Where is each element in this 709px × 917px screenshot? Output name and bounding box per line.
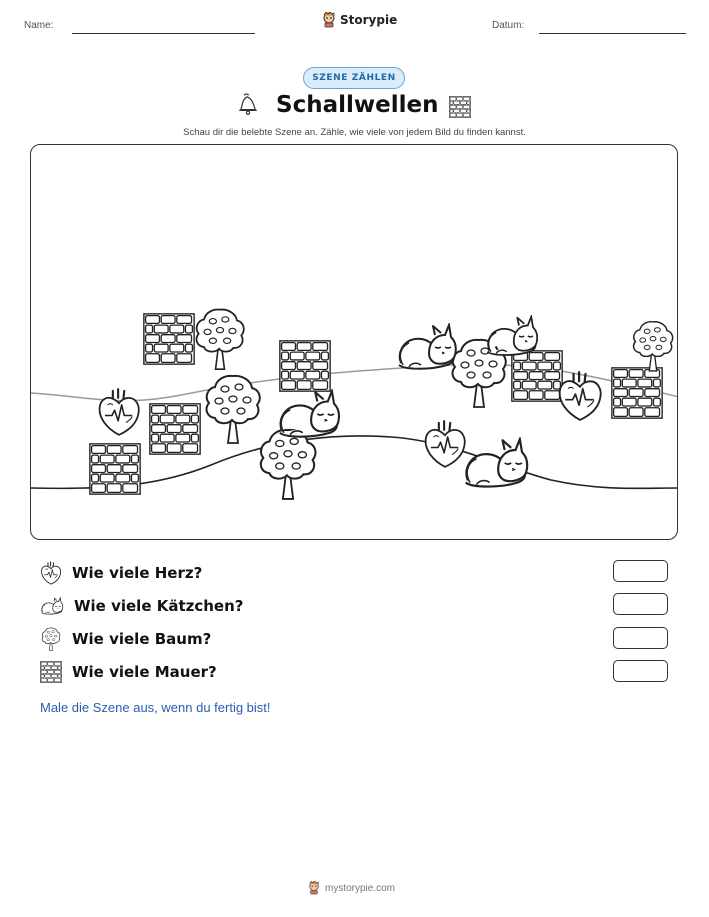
wall-5 bbox=[512, 351, 562, 401]
wall-4 bbox=[90, 444, 140, 494]
question-text: Wie viele Herz? bbox=[72, 564, 203, 582]
heart-icon bbox=[40, 561, 62, 585]
tree-3 bbox=[261, 430, 316, 499]
wall-1 bbox=[144, 314, 194, 364]
answer-box-heart[interactable] bbox=[613, 560, 668, 582]
question-row-kitten bbox=[40, 594, 243, 618]
activity-badge: SZENE ZÄHLEN bbox=[303, 67, 405, 89]
name-label: Name: bbox=[24, 20, 54, 31]
wall-icon bbox=[449, 96, 471, 118]
answer-box-kitten[interactable] bbox=[613, 593, 668, 615]
answer-box-wall[interactable] bbox=[613, 660, 668, 682]
brand-logo bbox=[322, 12, 397, 28]
footer bbox=[308, 881, 395, 895]
footer-url: mystorypie.com bbox=[325, 882, 396, 894]
answer-box-tree[interactable] bbox=[613, 627, 668, 649]
storypie-mascot-icon bbox=[322, 12, 336, 28]
question-text: Wie viele Mauer? bbox=[72, 663, 217, 681]
wall-3 bbox=[150, 404, 200, 454]
question-text: Wie viele Kätzchen? bbox=[74, 597, 244, 615]
cat-1 bbox=[399, 325, 456, 369]
brand-name: Storypie bbox=[340, 13, 398, 27]
heart-1 bbox=[100, 389, 139, 435]
instructions: Schau dir die belebte Szene an. Zähle, wie viele von jedem Bild du finden kannst. bbox=[183, 127, 526, 138]
wall-6 bbox=[612, 368, 662, 418]
storypie-mascot-icon bbox=[308, 881, 320, 895]
page-title: Schallwellen bbox=[276, 92, 439, 118]
cat-4 bbox=[466, 439, 528, 486]
question-row-wall bbox=[40, 660, 217, 684]
question-row-tree bbox=[40, 627, 211, 651]
wall-icon bbox=[40, 661, 62, 683]
kitten-icon bbox=[40, 596, 64, 616]
wall-2 bbox=[280, 341, 330, 391]
tree-1 bbox=[196, 310, 243, 370]
bell-icon bbox=[236, 90, 260, 118]
tree-2 bbox=[207, 376, 260, 443]
coloring-note: Male die Szene aus, wenn du fertig bist! bbox=[40, 700, 271, 715]
date-field[interactable] bbox=[539, 33, 686, 34]
heart-2 bbox=[426, 421, 465, 467]
tree-5 bbox=[634, 322, 673, 371]
question-text: Wie viele Baum? bbox=[72, 630, 212, 648]
name-field[interactable] bbox=[72, 33, 255, 34]
question-row-heart bbox=[40, 561, 202, 585]
counting-scene bbox=[30, 144, 678, 540]
tree-icon bbox=[40, 627, 62, 651]
date-label: Datum: bbox=[492, 20, 525, 31]
heart-3 bbox=[560, 372, 601, 420]
